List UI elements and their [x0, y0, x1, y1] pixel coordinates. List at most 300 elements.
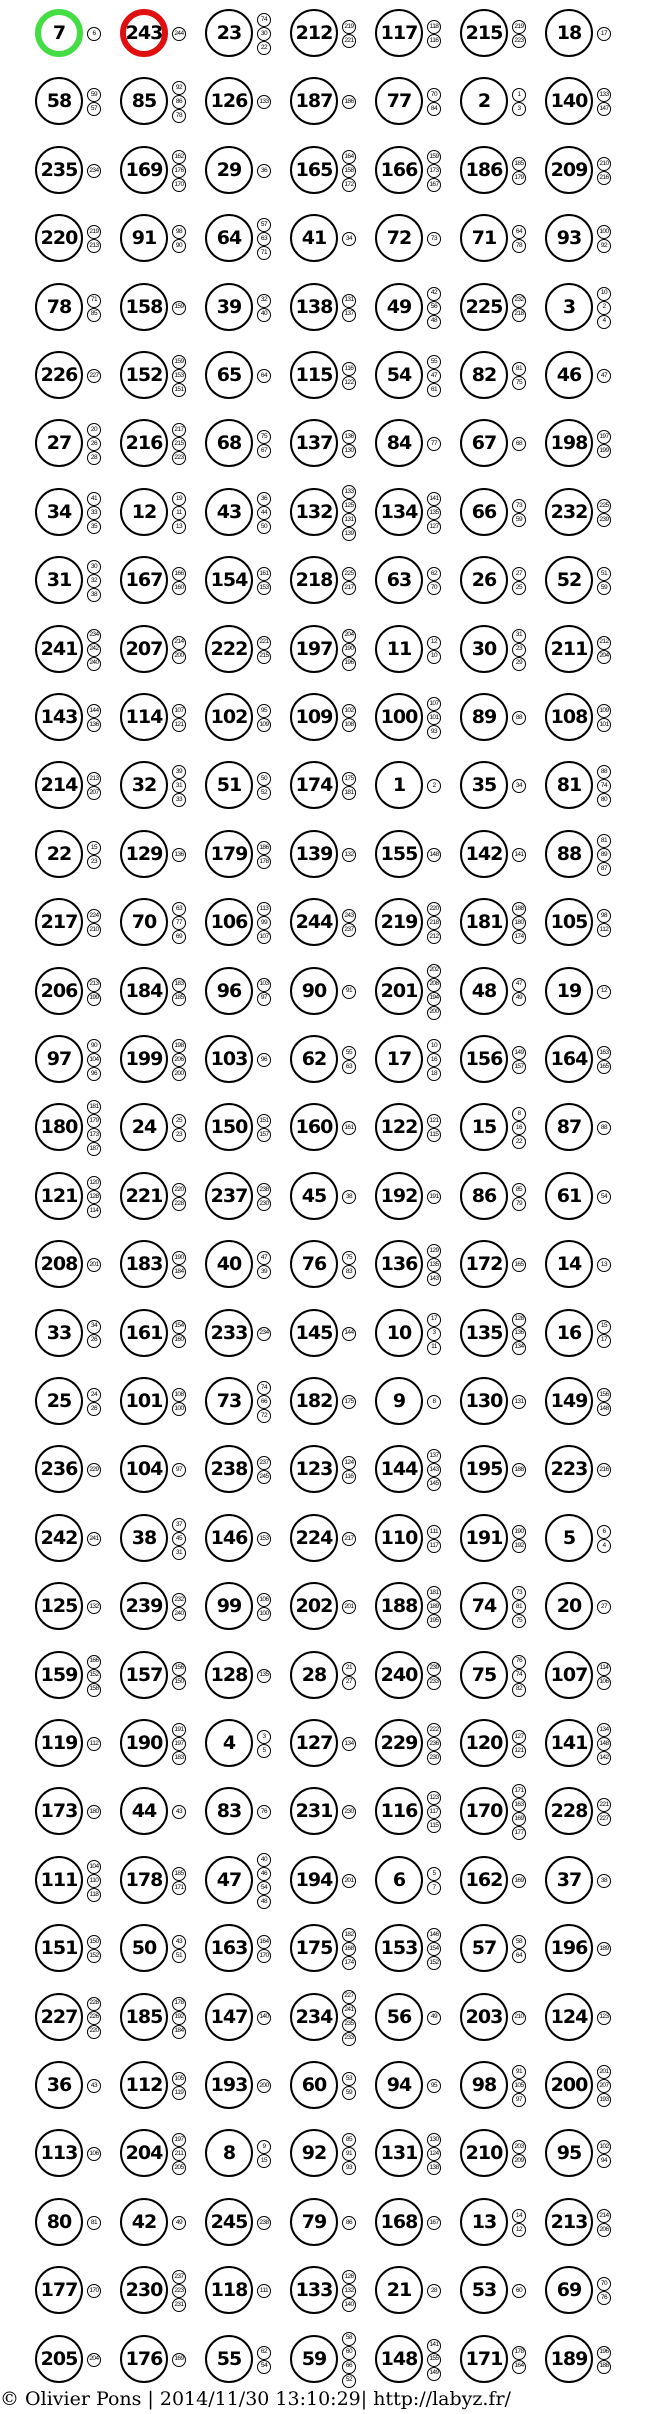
- room-number-circle[interactable]: 232: [545, 488, 593, 536]
- exit-number-circle: 203: [512, 2140, 526, 2154]
- room-number-circle[interactable]: 105: [545, 898, 593, 946]
- room-number-circle[interactable]: 22: [35, 830, 83, 878]
- exit-list: [256, 348, 272, 404]
- room-number-circle[interactable]: 119: [35, 1719, 83, 1767]
- room-number-circle[interactable]: 37: [545, 1856, 593, 1904]
- room-number-circle[interactable]: 183: [120, 1240, 168, 1288]
- room-number-circle[interactable]: 50: [120, 1924, 168, 1972]
- room-cell: [460, 485, 546, 543]
- room-cell: [290, 143, 376, 201]
- room-number-circle[interactable]: 62: [290, 1035, 338, 1083]
- room-number-circle[interactable]: 27: [35, 419, 83, 467]
- room-number-circle[interactable]: 14: [545, 1240, 593, 1288]
- room-number-circle[interactable]: 11: [375, 625, 423, 673]
- room-number-circle[interactable]: 180: [35, 1103, 83, 1151]
- room-number-circle[interactable]: 138: [290, 283, 338, 331]
- room-number-circle[interactable]: 214: [35, 761, 83, 809]
- room-number-circle[interactable]: 143: [35, 693, 83, 741]
- exit-number-circle: 230: [257, 1197, 271, 1211]
- room-number-circle[interactable]: 177: [35, 2266, 83, 2314]
- exit-list: [256, 964, 272, 1020]
- exit-number-circle: 39: [172, 765, 186, 779]
- exit-number-circle: 2: [427, 779, 441, 793]
- room-number-circle[interactable]: 211: [545, 625, 593, 673]
- exit-list: [86, 827, 102, 883]
- room-number-circle[interactable]: 173: [35, 1787, 83, 1835]
- exit-number-circle: 12: [597, 985, 611, 999]
- room-number-circle[interactable]: 88: [545, 830, 593, 878]
- room-number-circle[interactable]: 95: [545, 2129, 593, 2177]
- room-number-circle[interactable]: 147: [205, 1993, 253, 2041]
- room-number-circle[interactable]: 245: [205, 2198, 253, 2246]
- room-number-circle[interactable]: 59: [290, 2335, 338, 2383]
- exit-list: [86, 1100, 102, 1156]
- room-number-circle[interactable]: 72: [375, 214, 423, 262]
- room-number-circle[interactable]: 235: [35, 146, 83, 194]
- room-number-circle[interactable]: 114: [120, 693, 168, 741]
- room-number-circle[interactable]: 132: [290, 488, 338, 536]
- exit-list: [256, 6, 272, 62]
- room-cell: [205, 348, 291, 406]
- room-cell: [375, 1853, 461, 1911]
- room-number-circle[interactable]: 108: [545, 693, 593, 741]
- room-number-circle[interactable]: 190: [120, 1719, 168, 1767]
- room-number-circle[interactable]: 205: [35, 2335, 83, 2383]
- exit-number-circle: 236: [427, 1737, 441, 1751]
- exit-number-circle: 70: [427, 88, 441, 102]
- room-number-circle[interactable]: 57: [460, 1924, 508, 1972]
- room-number-circle[interactable]: 42: [120, 2198, 168, 2246]
- room-number-circle[interactable]: 4: [205, 1719, 253, 1767]
- exit-number-circle: 76: [597, 2291, 611, 2305]
- room-number-circle[interactable]: 144: [375, 1445, 423, 1493]
- room-number-circle[interactable]: 152: [120, 351, 168, 399]
- room-cell: [35, 1648, 121, 1706]
- room-number-circle[interactable]: 98: [460, 2061, 508, 2109]
- room-number-circle[interactable]: 71: [460, 214, 508, 262]
- room-number-circle[interactable]: 222: [205, 625, 253, 673]
- room-number-circle[interactable]: 94: [375, 2061, 423, 2109]
- room-number-circle[interactable]: 223: [545, 1445, 593, 1493]
- room-number-circle[interactable]: 127: [290, 1719, 338, 1767]
- room-number-circle[interactable]: 165: [290, 146, 338, 194]
- room-number-circle[interactable]: 226: [35, 351, 83, 399]
- room-cell: [35, 1169, 121, 1227]
- room-number-circle[interactable]: 187: [290, 77, 338, 125]
- room-number-circle[interactable]: 194: [290, 1856, 338, 1904]
- exit-list: [341, 1784, 357, 1840]
- room-number-circle[interactable]: 135: [460, 1309, 508, 1357]
- room-number-circle[interactable]: 189: [545, 2335, 593, 2383]
- room-number-circle[interactable]: 118: [205, 2266, 253, 2314]
- room-number-circle[interactable]: 55: [205, 2335, 253, 2383]
- room-number-circle[interactable]: 102: [205, 693, 253, 741]
- room-cell: [35, 6, 121, 64]
- room-number-circle[interactable]: 171: [460, 2335, 508, 2383]
- room-number-circle[interactable]: 229: [375, 1719, 423, 1767]
- room-number-circle[interactable]: 142: [460, 830, 508, 878]
- room-number-circle[interactable]: 224: [290, 1514, 338, 1562]
- room-number-circle[interactable]: 241: [35, 625, 83, 673]
- room-number-circle[interactable]: 179: [205, 830, 253, 878]
- room-number-circle[interactable]: 192: [375, 1172, 423, 1220]
- exit-list: [341, 211, 357, 267]
- room-number-circle[interactable]: 77: [375, 77, 423, 125]
- room-number-circle[interactable]: 35: [460, 761, 508, 809]
- room-number-circle[interactable]: 40: [205, 1240, 253, 1288]
- room-number-circle[interactable]: 107: [545, 1651, 593, 1699]
- room-number-circle[interactable]: 51: [205, 761, 253, 809]
- room-number-circle[interactable]: 19: [545, 967, 593, 1015]
- room-number-circle[interactable]: 196: [545, 1924, 593, 1972]
- room-number-circle[interactable]: 60: [290, 2061, 338, 2109]
- room-number-circle[interactable]: 92: [290, 2129, 338, 2177]
- room-number-circle[interactable]: 210: [460, 2129, 508, 2177]
- room-number-circle[interactable]: 199: [120, 1035, 168, 1083]
- room-number-circle[interactable]: 73: [205, 1377, 253, 1425]
- room-number-circle[interactable]: 85: [120, 77, 168, 125]
- room-number-circle[interactable]: 99: [205, 1582, 253, 1630]
- room-number-circle[interactable]: 218: [290, 556, 338, 604]
- room-number-circle[interactable]: 101: [120, 1377, 168, 1425]
- room-number-circle[interactable]: 53: [460, 2266, 508, 2314]
- room-number-circle[interactable]: 176: [120, 2335, 168, 2383]
- room-number-circle[interactable]: 65: [205, 351, 253, 399]
- room-cell: [545, 2263, 631, 2321]
- room-number-circle[interactable]: 25: [35, 1377, 83, 1425]
- room-number-circle[interactable]: 106: [205, 898, 253, 946]
- room-number-circle[interactable]: 204: [120, 2129, 168, 2177]
- room-number-circle[interactable]: 12: [120, 488, 168, 536]
- room-number-circle[interactable]: 81: [545, 761, 593, 809]
- room-number-circle[interactable]: 174: [290, 761, 338, 809]
- exit-number-circle: 59: [512, 513, 526, 527]
- room-number-circle[interactable]: 239: [120, 1582, 168, 1630]
- room-number-circle[interactable]: 117: [375, 9, 423, 57]
- room-number-circle[interactable]: 193: [205, 2061, 253, 2109]
- room-number-circle[interactable]: 155: [375, 830, 423, 878]
- room-number-circle[interactable]: 162: [460, 1856, 508, 1904]
- room-number-circle[interactable]: 125: [35, 1582, 83, 1630]
- room-number-circle[interactable]: 58: [35, 77, 83, 125]
- room-number-circle[interactable]: 220: [35, 214, 83, 262]
- goal-room-circle[interactable]: 243: [120, 9, 168, 57]
- room-number-circle[interactable]: 202: [290, 1582, 338, 1630]
- room-number-circle[interactable]: 96: [205, 967, 253, 1015]
- room-number-circle[interactable]: 156: [460, 1035, 508, 1083]
- room-number-circle[interactable]: 166: [375, 146, 423, 194]
- room-cell: [545, 1648, 631, 1706]
- room-number-circle[interactable]: 49: [375, 283, 423, 331]
- room-number-circle[interactable]: 17: [375, 1035, 423, 1083]
- room-number-circle[interactable]: 184: [120, 967, 168, 1015]
- room-number-circle[interactable]: 120: [460, 1719, 508, 1767]
- room-number-circle[interactable]: 213: [545, 2198, 593, 2246]
- room-number-circle[interactable]: 160: [290, 1103, 338, 1151]
- exit-number-circle: 223: [172, 451, 186, 465]
- room-number-circle[interactable]: 28: [290, 1651, 338, 1699]
- exit-number-circle: 118: [427, 20, 441, 34]
- room-number-circle[interactable]: 129: [120, 830, 168, 878]
- room-number-circle[interactable]: 170: [460, 1787, 508, 1835]
- exit-list: [171, 1716, 187, 1772]
- room-number-circle[interactable]: 121: [35, 1172, 83, 1220]
- room-number-circle[interactable]: 141: [545, 1719, 593, 1767]
- room-number-circle[interactable]: 47: [205, 1856, 253, 1904]
- room-number-circle[interactable]: 63: [375, 556, 423, 604]
- room-number-circle[interactable]: 69: [545, 2266, 593, 2314]
- room-number-circle[interactable]: 75: [460, 1651, 508, 1699]
- room-number-circle[interactable]: 168: [375, 2198, 423, 2246]
- room-number-circle[interactable]: 48: [460, 967, 508, 1015]
- room-number-circle[interactable]: 217: [35, 898, 83, 946]
- room-number-circle[interactable]: 78: [35, 283, 83, 331]
- room-number-circle[interactable]: 2: [460, 77, 508, 125]
- room-number-circle[interactable]: 24: [120, 1103, 168, 1151]
- room-number-circle[interactable]: 100: [375, 693, 423, 741]
- room-number-circle[interactable]: 46: [545, 351, 593, 399]
- room-number-circle[interactable]: 206: [35, 967, 83, 1015]
- room-number-circle[interactable]: 56: [375, 1993, 423, 2041]
- room-number-circle[interactable]: 1: [375, 761, 423, 809]
- room-number-circle[interactable]: 131: [375, 2129, 423, 2177]
- room-number-circle[interactable]: 230: [120, 2266, 168, 2314]
- exit-list: [171, 2126, 187, 2182]
- room-number-circle[interactable]: 198: [545, 419, 593, 467]
- room-number-circle[interactable]: 89: [460, 693, 508, 741]
- room-number-circle[interactable]: 39: [205, 283, 253, 331]
- room-number-circle[interactable]: 86: [460, 1172, 508, 1220]
- room-number-circle[interactable]: 61: [545, 1172, 593, 1220]
- room-number-circle[interactable]: 145: [290, 1309, 338, 1357]
- room-number-circle[interactable]: 122: [375, 1103, 423, 1151]
- room-number-circle[interactable]: 90: [290, 967, 338, 1015]
- room-cell: [545, 1374, 631, 1432]
- room-cell: [545, 964, 631, 1022]
- room-number-circle[interactable]: 172: [460, 1240, 508, 1288]
- room-number-circle[interactable]: 159: [35, 1651, 83, 1699]
- room-number-circle[interactable]: 8: [205, 2129, 253, 2177]
- room-number-circle[interactable]: 216: [120, 419, 168, 467]
- room-number-circle[interactable]: 208: [35, 1240, 83, 1288]
- exit-number-circle: 30: [257, 27, 271, 41]
- room-number-circle[interactable]: 21: [375, 2266, 423, 2314]
- room-number-circle[interactable]: 76: [290, 1240, 338, 1288]
- room-number-circle[interactable]: 66: [460, 488, 508, 536]
- room-number-circle[interactable]: 36: [35, 2061, 83, 2109]
- room-number-circle[interactable]: 111: [35, 1856, 83, 1904]
- room-cell: [460, 758, 546, 816]
- room-number-circle[interactable]: 175: [290, 1924, 338, 1972]
- exit-number-circle: 56: [427, 301, 441, 315]
- room-number-circle[interactable]: 52: [545, 556, 593, 604]
- room-number-circle[interactable]: 228: [545, 1787, 593, 1835]
- room-cell: [35, 758, 121, 816]
- room-number-circle[interactable]: 139: [290, 830, 338, 878]
- room-number-circle[interactable]: 5: [545, 1514, 593, 1562]
- room-number-circle[interactable]: 15: [460, 1103, 508, 1151]
- room-number-circle[interactable]: 43: [205, 488, 253, 536]
- room-number-circle[interactable]: 201: [375, 967, 423, 1015]
- room-number-circle[interactable]: 231: [290, 1787, 338, 1835]
- room-number-circle[interactable]: 212: [290, 9, 338, 57]
- room-number-circle[interactable]: 219: [375, 898, 423, 946]
- room-number-circle[interactable]: 158: [120, 283, 168, 331]
- exit-number-circle: 31: [512, 629, 526, 643]
- room-number-circle[interactable]: 140: [545, 77, 593, 125]
- room-number-circle[interactable]: 186: [460, 146, 508, 194]
- room-number-circle[interactable]: 97: [35, 1035, 83, 1083]
- room-number-circle[interactable]: 233: [205, 1309, 253, 1357]
- room-number-circle[interactable]: 164: [545, 1035, 593, 1083]
- room-number-circle[interactable]: 70: [120, 898, 168, 946]
- room-cell: [375, 553, 461, 611]
- room-number-circle[interactable]: 9: [375, 1377, 423, 1425]
- room-number-circle[interactable]: 110: [375, 1514, 423, 1562]
- room-number-circle[interactable]: 154: [205, 556, 253, 604]
- room-number-circle[interactable]: 137: [290, 419, 338, 467]
- exit-list: [596, 2058, 612, 2114]
- room-number-circle[interactable]: 10: [375, 1309, 423, 1357]
- exit-list: [596, 827, 612, 883]
- room-number-circle[interactable]: 157: [120, 1651, 168, 1699]
- room-cell: [460, 1716, 546, 1774]
- room-number-circle[interactable]: 126: [205, 77, 253, 125]
- exit-number-circle: 48: [257, 1895, 271, 1909]
- room-number-circle[interactable]: 234: [290, 1993, 338, 2041]
- room-number-circle[interactable]: 236: [35, 1445, 83, 1493]
- room-number-circle[interactable]: 134: [375, 488, 423, 536]
- room-number-circle[interactable]: 185: [120, 1993, 168, 2041]
- room-number-circle[interactable]: 128: [205, 1651, 253, 1699]
- room-number-circle[interactable]: 181: [460, 898, 508, 946]
- room-number-circle[interactable]: 149: [545, 1377, 593, 1425]
- exit-number-circle: 139: [342, 527, 356, 541]
- room-number-circle[interactable]: 242: [35, 1514, 83, 1562]
- room-number-circle[interactable]: 225: [460, 283, 508, 331]
- exit-number-circle: 197: [172, 1737, 186, 1751]
- room-number-circle[interactable]: 84: [375, 419, 423, 467]
- room-number-circle[interactable]: 67: [460, 419, 508, 467]
- room-number-circle[interactable]: 207: [120, 625, 168, 673]
- room-number-circle[interactable]: 29: [205, 146, 253, 194]
- room-number-circle[interactable]: 203: [460, 1993, 508, 2041]
- room-number-circle[interactable]: 244: [290, 898, 338, 946]
- room-number-circle[interactable]: 163: [205, 1924, 253, 1972]
- exit-list: [341, 964, 357, 1020]
- exit-number-circle: 243: [342, 909, 356, 923]
- room-number-circle[interactable]: 150: [205, 1103, 253, 1151]
- room-number-circle[interactable]: 182: [290, 1377, 338, 1425]
- room-number-circle[interactable]: 54: [375, 351, 423, 399]
- exit-list: [171, 1100, 187, 1156]
- room-number-circle[interactable]: 136: [375, 1240, 423, 1288]
- room-number-circle[interactable]: 13: [460, 2198, 508, 2246]
- room-cell: [460, 2195, 546, 2253]
- room-number-circle[interactable]: 151: [35, 1924, 83, 1972]
- room-number-circle[interactable]: 215: [460, 9, 508, 57]
- room-number-circle[interactable]: 80: [35, 2198, 83, 2246]
- room-number-circle[interactable]: 38: [120, 1514, 168, 1562]
- exit-number-circle: 179: [512, 171, 526, 185]
- start-room-circle[interactable]: 7: [35, 9, 83, 57]
- room-number-circle[interactable]: 209: [545, 146, 593, 194]
- room-number-circle[interactable]: 93: [545, 214, 593, 262]
- room-number-circle[interactable]: 188: [375, 1582, 423, 1630]
- room-number-circle[interactable]: 82: [460, 351, 508, 399]
- room-number-circle[interactable]: 68: [205, 419, 253, 467]
- room-number-circle[interactable]: 112: [120, 2061, 168, 2109]
- room-number-circle[interactable]: 103: [205, 1035, 253, 1083]
- room-number-circle[interactable]: 116: [375, 1787, 423, 1835]
- room-number-circle[interactable]: 169: [120, 146, 168, 194]
- room-number-circle[interactable]: 34: [35, 488, 83, 536]
- room-number-circle[interactable]: 109: [290, 693, 338, 741]
- room-number-circle[interactable]: 26: [460, 556, 508, 604]
- room-number-circle[interactable]: 148: [375, 2335, 423, 2383]
- room-number-circle[interactable]: 30: [460, 625, 508, 673]
- room-number-circle[interactable]: 104: [120, 1445, 168, 1493]
- room-number-circle[interactable]: 31: [35, 556, 83, 604]
- room-number-circle[interactable]: 237: [205, 1172, 253, 1220]
- room-number-circle[interactable]: 130: [460, 1377, 508, 1425]
- exit-number-circle: 153: [257, 1532, 271, 1546]
- room-number-circle[interactable]: 41: [290, 214, 338, 262]
- room-number-circle[interactable]: 123: [290, 1445, 338, 1493]
- room-number-circle[interactable]: 197: [290, 625, 338, 673]
- room-number-circle[interactable]: 87: [545, 1103, 593, 1151]
- room-number-circle[interactable]: 6: [375, 1856, 423, 1904]
- room-number-circle[interactable]: 153: [375, 1924, 423, 1972]
- room-number-circle[interactable]: 191: [460, 1514, 508, 1562]
- room-number-circle[interactable]: 74: [460, 1582, 508, 1630]
- room-number-circle[interactable]: 91: [120, 214, 168, 262]
- room-number-circle[interactable]: 161: [120, 1309, 168, 1357]
- room-number-circle[interactable]: 124: [545, 1993, 593, 2041]
- room-number-circle[interactable]: 79: [290, 2198, 338, 2246]
- room-number-circle[interactable]: 178: [120, 1856, 168, 1904]
- room-number-circle[interactable]: 16: [545, 1309, 593, 1357]
- room-number-circle[interactable]: 3: [545, 283, 593, 331]
- exit-number-circle: 59: [87, 88, 101, 102]
- room-number-circle[interactable]: 113: [35, 2129, 83, 2177]
- exit-number-circle: 126: [342, 2270, 356, 2284]
- room-number-circle[interactable]: 240: [375, 1651, 423, 1699]
- room-number-circle[interactable]: 83: [205, 1787, 253, 1835]
- room-number-circle[interactable]: 146: [205, 1514, 253, 1562]
- room-number-circle[interactable]: 18: [545, 9, 593, 57]
- room-number-circle[interactable]: 115: [290, 351, 338, 399]
- room-number-circle[interactable]: 44: [120, 1787, 168, 1835]
- room-number-circle[interactable]: 32: [120, 761, 168, 809]
- room-number-circle[interactable]: 64: [205, 214, 253, 262]
- room-number-circle[interactable]: 227: [35, 1993, 83, 2041]
- exit-list: [511, 416, 527, 472]
- room-number-circle[interactable]: 33: [35, 1309, 83, 1357]
- room-number-circle[interactable]: 238: [205, 1445, 253, 1493]
- room-number-circle[interactable]: 133: [290, 2266, 338, 2314]
- exit-number-circle: 100: [597, 225, 611, 239]
- room-number-circle[interactable]: 167: [120, 556, 168, 604]
- room-number-circle[interactable]: 195: [460, 1445, 508, 1493]
- room-number-circle[interactable]: 45: [290, 1172, 338, 1220]
- exit-list: [511, 827, 527, 883]
- room-number-circle[interactable]: 23: [205, 9, 253, 57]
- exit-number-circle: 121: [512, 1744, 526, 1758]
- room-number-circle[interactable]: 200: [545, 2061, 593, 2109]
- room-number-circle[interactable]: 221: [120, 1172, 168, 1220]
- room-number-circle[interactable]: 20: [545, 1582, 593, 1630]
